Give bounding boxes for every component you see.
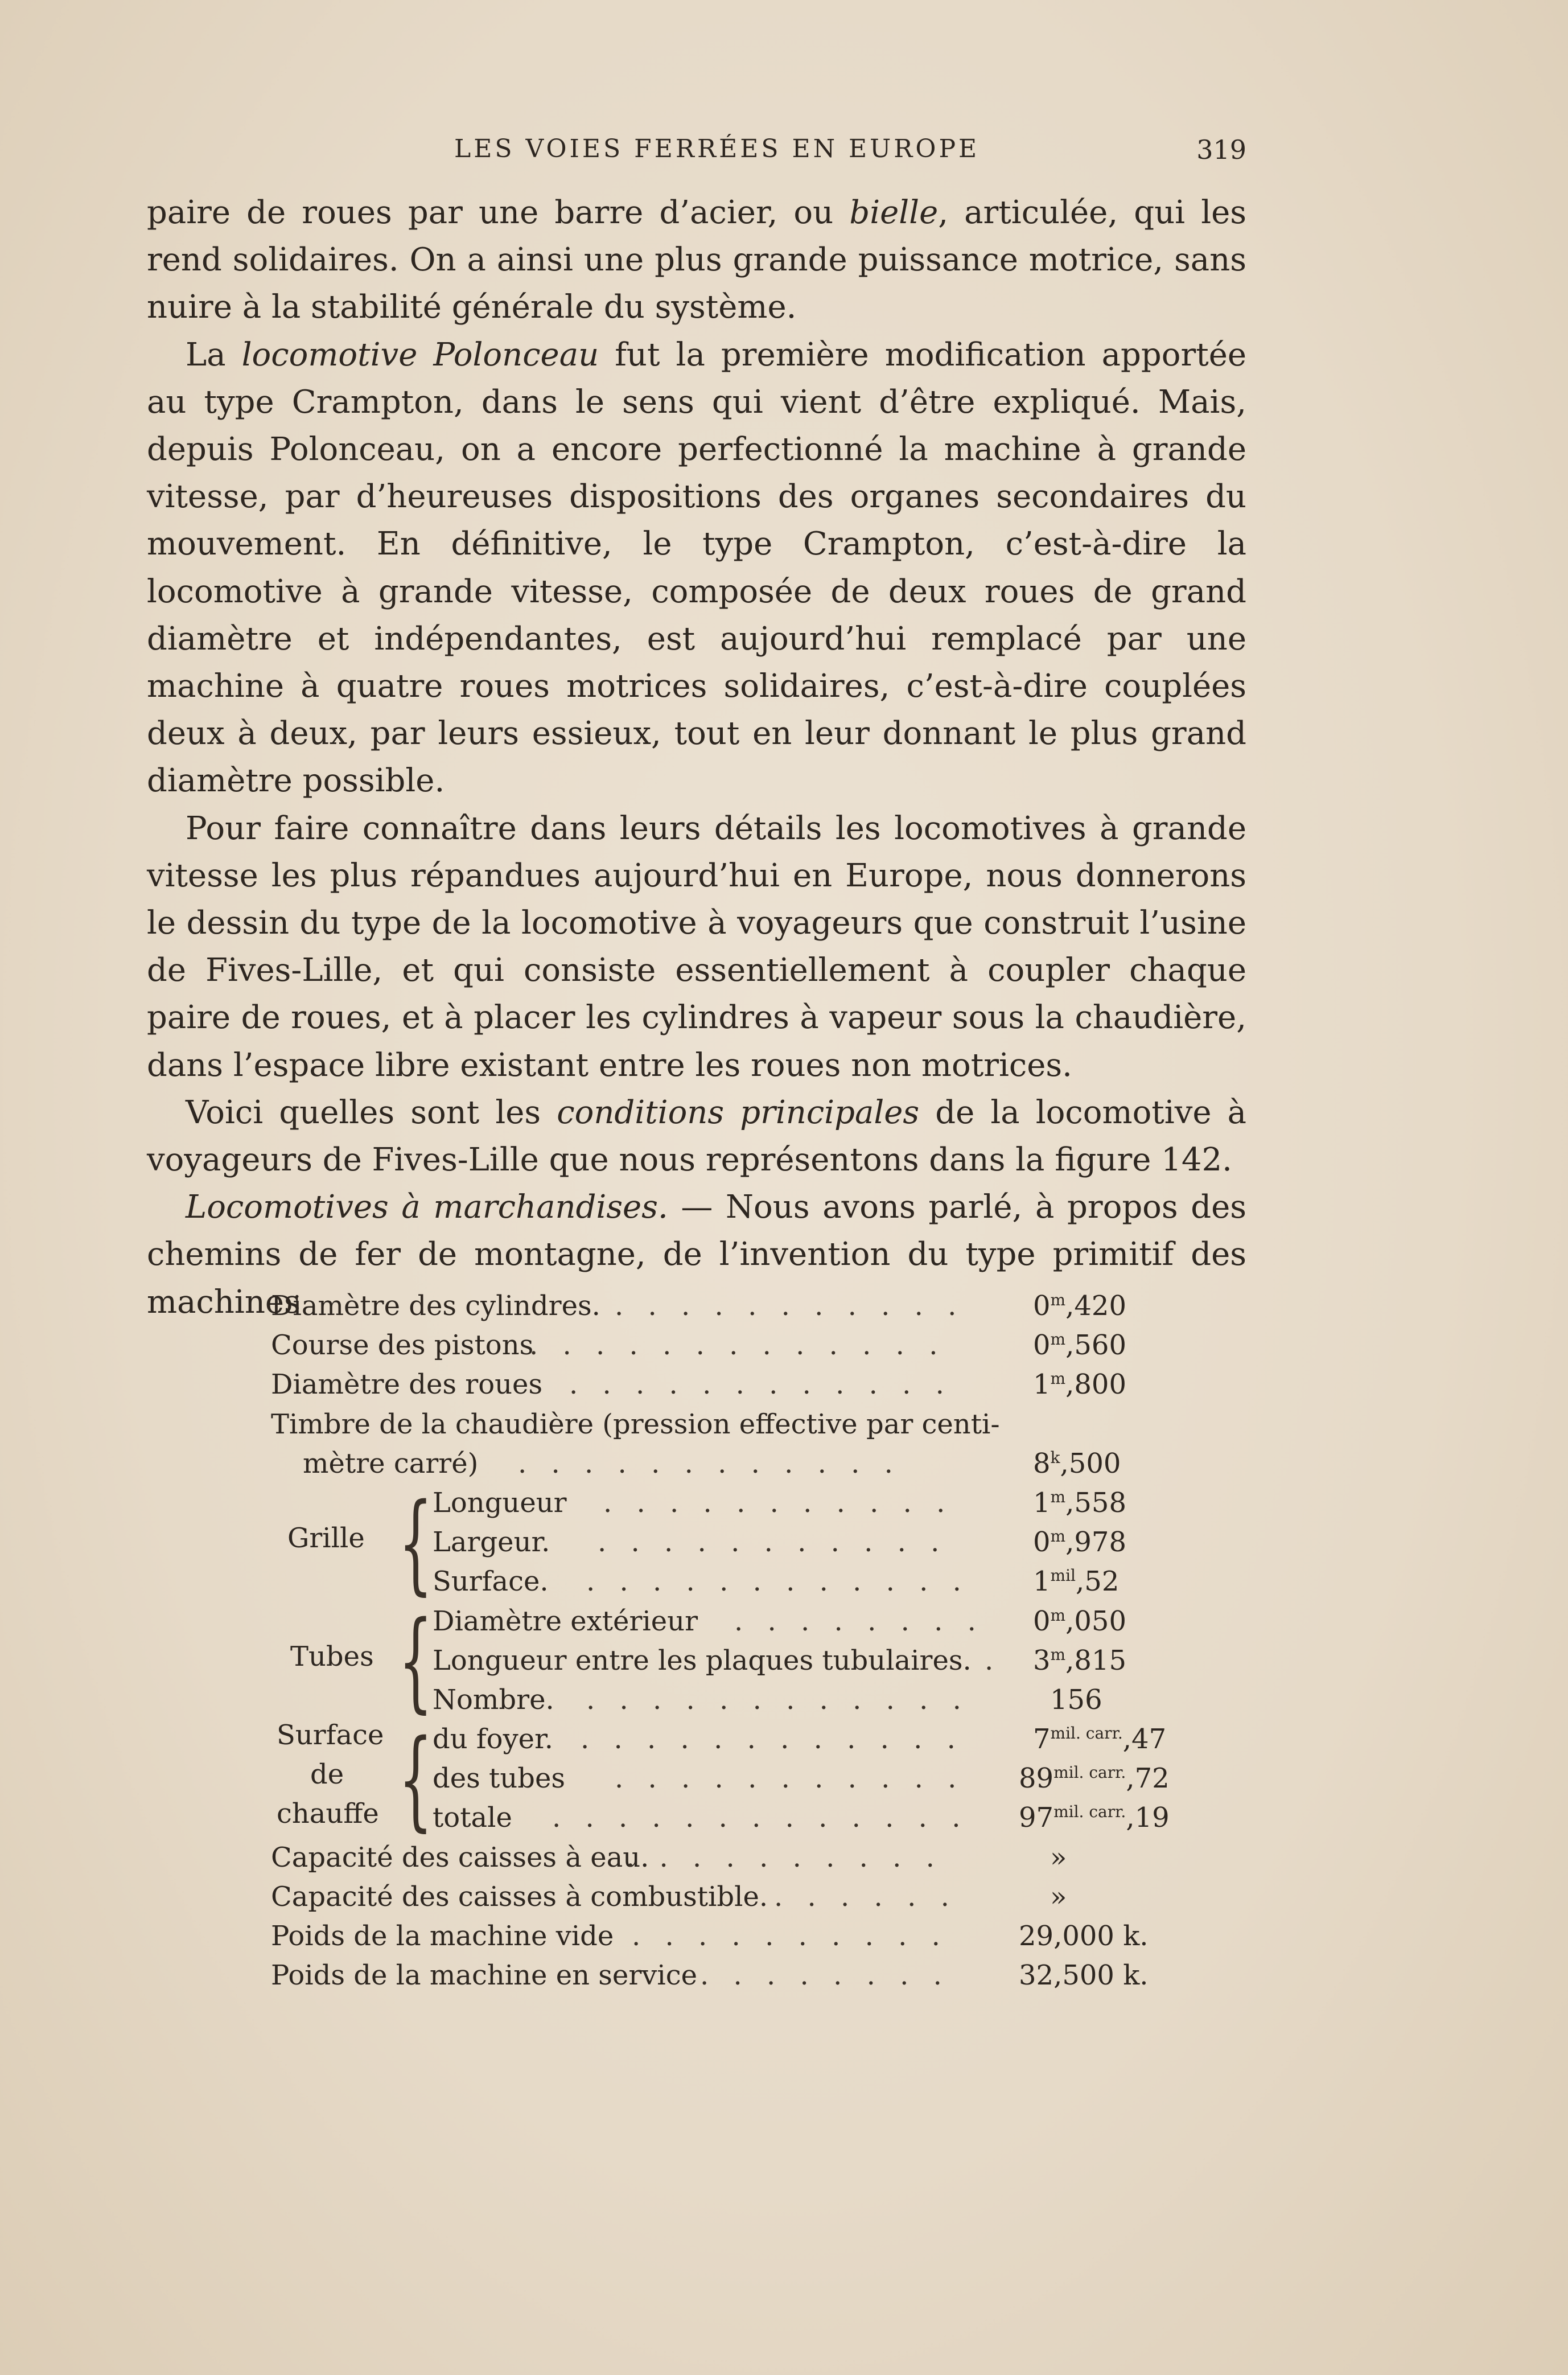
page-number: 319	[1196, 134, 1246, 165]
spec-label: Diamètre des roues	[271, 1369, 543, 1401]
spec-label: du foyer.	[433, 1723, 554, 1756]
spec-value: 3$^m$,815	[1033, 1644, 1126, 1677]
spec-row	[262, 1327, 1184, 1366]
italic-term: bielle	[849, 194, 939, 231]
spec-value: 1$^m$,800	[1033, 1369, 1126, 1401]
spec-row	[262, 1839, 1184, 1879]
spec-label: Poids de la machine vide	[271, 1920, 614, 1952]
spec-value: $7^{mil. carr.},47$	[1033, 1723, 1167, 1756]
leader-dots: . . . . . .	[774, 1880, 957, 1913]
spec-value: 0$^m$,050	[1033, 1605, 1126, 1637]
spec-value: 8$^k$,500	[1033, 1447, 1121, 1480]
spec-label: Course des pistons	[271, 1329, 534, 1362]
spec-value: 0$^m$,420	[1033, 1290, 1126, 1322]
spec-row	[262, 1406, 1184, 1445]
spec-value: 0$^m$,560	[1033, 1329, 1126, 1362]
leader-dots: . . . . . . . . . . .	[615, 1762, 965, 1795]
paragraph: Locomotives à marchandises. — Nous avons parlé, à propos des chemins de fer de montagne, de l’invention du type primitif des machines	[147, 1189, 1246, 1321]
spec-value: $97^{mil. carr.},19$	[1019, 1802, 1170, 1834]
brace-tubes: {	[398, 1598, 433, 1724]
spec-row	[262, 1445, 1184, 1485]
spec-label: mètre carré)	[303, 1447, 479, 1480]
group-label-chauffe: chauffe	[277, 1798, 379, 1830]
spec-row	[262, 1957, 1184, 1996]
locomotive-specs-table	[262, 1288, 1184, 1996]
spec-label: totale	[433, 1802, 512, 1834]
spec-value: 156	[1050, 1683, 1102, 1716]
paragraph: Pour faire connaître dans leurs détails les locomotives à grande vitesse les plus répandues aujourd’hui en Europe, nous donnerons le dessin du type de la locomotive à voyageurs que construit l’usine de Fives-Lille, et qui consiste essentiellement à coupler chaque paire de roues, et à placer les cylindres à vapeur sous la chaudière, dans l’espace libre existant entre les roues non motrices.	[147, 810, 1246, 1084]
paragraph: La locomotive Polonceau fut la première modification apportée au type Crampton, dans le sens qui vient d’être expliqué. Mais, depuis Polonceau, on a encore perfectionné la machine à grande vitesse, par d’heureuses dispositions des organes secondaires du mouvement. En définitive, le type Crampton, c’est-à-dire la locomotive à grande vitesse, composée de deux roues de grand diamètre et indépendantes, est aujourd’hui remplacé par une machine à quatre roues motrices solidaires, c’est-à-dire couplées deux à deux, par leurs essieux, tout en leur donnant le plus grand diamètre possible.	[147, 336, 1247, 800]
group-label-tubes: Tubes	[290, 1641, 374, 1673]
spec-label: des tubes	[433, 1762, 565, 1795]
body-text	[147, 189, 1246, 1326]
leader-dots: . . . . . . . . . . . .	[569, 1369, 952, 1401]
spec-row	[262, 1918, 1184, 1957]
spec-value: 1$^m$,558	[1033, 1486, 1126, 1519]
spec-row	[262, 1288, 1184, 1327]
group-label-grille: Grille	[287, 1522, 365, 1554]
spec-label: Capacité des caisses à eau.	[271, 1841, 649, 1873]
leader-dots: . . . . . . . .	[734, 1605, 984, 1637]
brace-surface: {	[398, 1716, 433, 1842]
spec-value: 0$^m$,978	[1033, 1526, 1126, 1559]
group-label-de: de	[310, 1758, 344, 1790]
spec-label: Surface.	[433, 1565, 549, 1598]
leader-dots: . . . . . . . . . . .	[598, 1526, 948, 1559]
spec-label: Timbre de la chaudière (pression effective par centi-	[271, 1408, 1000, 1440]
spec-label: Diamètre des cylindres.	[271, 1290, 600, 1322]
leader-dots: . . . . . . . . . . . .	[586, 1565, 969, 1598]
spec-label: Poids de la machine en service	[271, 1959, 698, 1992]
italic-term: Locomotives à marchandises.	[186, 1189, 668, 1226]
leader-dots: . . . . . . . .	[700, 1959, 950, 1992]
brace-grille: {	[398, 1480, 433, 1606]
leader-dots: . . . . . . . . . . . . .	[529, 1329, 946, 1362]
leader-dots: . . . . . . . . . . . .	[518, 1447, 901, 1480]
leader-dots: . . . . . . . . . . . .	[586, 1683, 969, 1716]
spec-label: Longueur	[433, 1486, 567, 1519]
page-header	[147, 134, 1246, 174]
leader-dots: . . . . . . . . . . . .	[581, 1723, 964, 1756]
spec-row	[262, 1366, 1184, 1406]
leader-dots: . . . . . . . . . . .	[603, 1486, 953, 1519]
paragraph: paire de roues par une barre d’acier, ou bielle, articulée, qui les rend solidaires. On a ainsi une plus grande puissance motrice, sans nuire à la stabilité générale du système.	[147, 194, 1246, 326]
italic-term: conditions principales	[557, 1094, 920, 1131]
spec-label: Longueur entre les plaques tubulaires.	[433, 1644, 972, 1677]
spec-label: Capacité des caisses à combustible.	[271, 1880, 768, 1913]
spec-label: Nombre.	[433, 1683, 554, 1716]
paragraph: Voici quelles sont les conditions principales de la locomotive à voyageurs de Fives-Lille que nous représentons dans la figure 142.	[147, 1094, 1247, 1179]
spec-value: »	[1050, 1841, 1067, 1873]
spec-label: Diamètre extérieur	[433, 1605, 698, 1637]
leader-dots: . . . . . . . . . . .	[615, 1290, 965, 1322]
spec-row	[262, 1879, 1184, 1918]
spec-label: Largeur.	[433, 1526, 550, 1559]
running-title: LES VOIES FERRÉES EN EUROPE	[454, 134, 980, 163]
spec-value: »	[1050, 1880, 1067, 1913]
leader-dots: . . . . . . . . . .	[632, 1920, 948, 1952]
spec-value: 32,500 k.	[1019, 1959, 1149, 1992]
spec-value: $1^{mil},52$	[1033, 1565, 1120, 1598]
spec-value: $89^{mil. carr.},72$	[1019, 1762, 1170, 1795]
group-label-surface: Surface	[277, 1719, 384, 1751]
leader-dots: . . . . . . . . . . . . .	[552, 1802, 969, 1834]
leader-dots: .	[985, 1644, 1002, 1677]
italic-term: locomotive Polonceau	[241, 336, 599, 373]
spec-value: 29,000 k.	[1019, 1920, 1149, 1952]
leader-dots: . . . . . . . . . .	[626, 1841, 943, 1873]
